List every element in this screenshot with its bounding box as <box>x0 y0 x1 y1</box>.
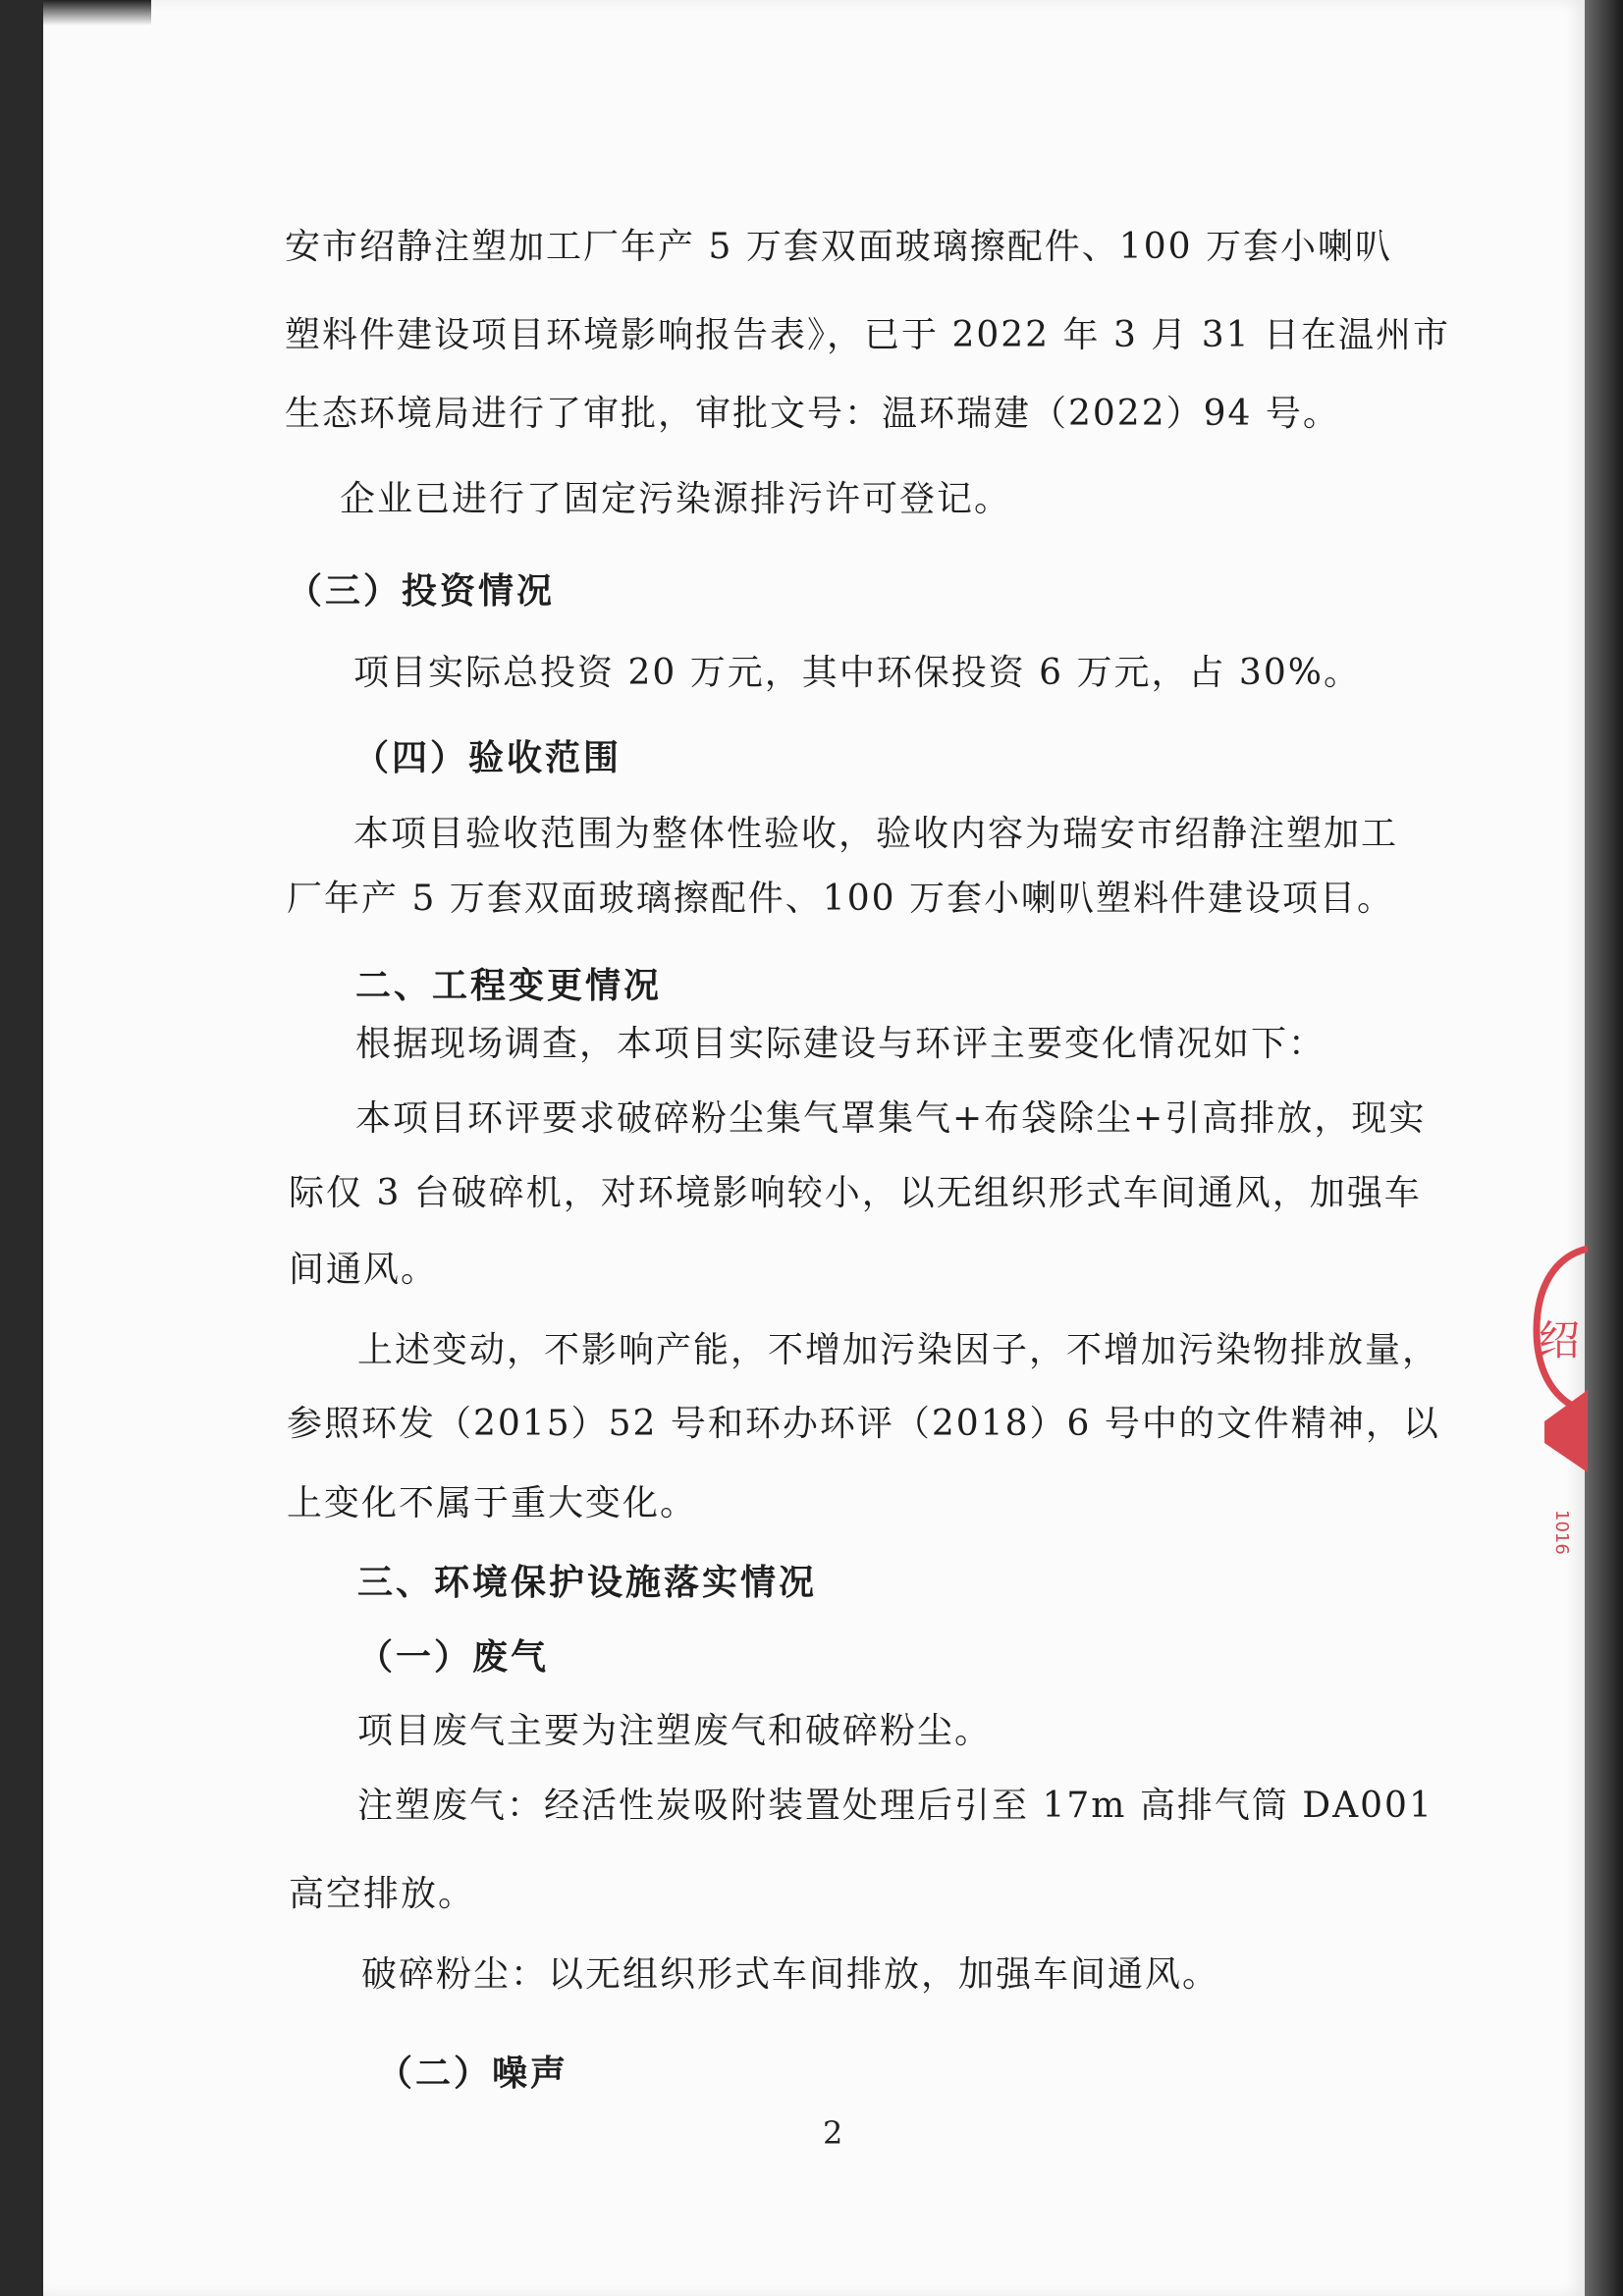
text-line-14: 间通风。 <box>289 1250 439 1290</box>
text-line-15: 上述变动，不影响产能，不增加污染因子，不增加污染物排放量， <box>357 1330 1440 1370</box>
text-line-1: 安市绍静注塑加工厂年产 5 万套双面玻璃擦配件、100 万套小喇叭 <box>285 227 1392 267</box>
text-line-22: 高空排放。 <box>289 1874 476 1914</box>
text-line-20: 项目废气主要为注塑废气和破碎粉尘。 <box>357 1711 993 1751</box>
text-line-21: 注塑废气：经活性炭吸附装置处理后引至 17m 高排气筒 DA001 <box>357 1786 1434 1826</box>
text-line-11: 根据现场调查，本项目实际建设与环评主要变化情况如下： <box>355 1024 1326 1064</box>
page-number: 2 <box>823 2114 843 2152</box>
text-line-3: 生态环境局进行了审批，审批文号：温环瑞建（2022）94 号。 <box>285 394 1340 434</box>
scan-shadow <box>43 0 151 26</box>
page-edge <box>1585 0 1623 2296</box>
text-line-9: 厂年产 5 万套双面玻璃擦配件、100 万套小喇叭塑料件建设项目。 <box>287 879 1394 919</box>
section-heading-waste-gas: （一）废气 <box>357 1636 550 1678</box>
section-heading-changes: 二、工程变更情况 <box>355 965 663 1006</box>
text-line-17: 上变化不属于重大变化。 <box>287 1483 698 1523</box>
text-line-12: 本项目环评要求破碎粉尘集气罩集气+布袋除尘+引高排放，现实 <box>355 1098 1427 1139</box>
text-line-4: 企业已进行了固定污染源排污许可登记。 <box>340 479 1012 519</box>
section-heading-investment: （三）投资情况 <box>287 570 556 612</box>
text-line-2: 塑料件建设项目环境影响报告表》，已于 2022 年 3 月 31 日在温州市 <box>285 315 1450 355</box>
seal-fragment-text: 绍 <box>1539 1316 1581 1364</box>
text-line-8: 本项目验收范围为整体性验收，验收内容为瑞安市绍静注塑加工 <box>353 814 1399 854</box>
seal-fragment-digits: 1016 <box>1551 1510 1572 1555</box>
section-heading-noise: （二）噪声 <box>377 2053 569 2094</box>
section-heading-scope: （四）验收范围 <box>353 737 622 778</box>
text-line-23: 破碎粉尘：以无组织形式车间排放，加强车间通风。 <box>361 1954 1220 1995</box>
text-line-13: 际仅 3 台破碎机，对环境影响较小，以无组织形式车间通风，加强车 <box>289 1173 1422 1213</box>
section-heading-environment: 三、环境保护设施落实情况 <box>357 1562 818 1603</box>
text-line-16: 参照环发（2015）52 号和环办环评（2018）6 号中的文件精神，以 <box>287 1404 1440 1444</box>
text-line-6: 项目实际总投资 20 万元，其中环保投资 6 万元，占 30%。 <box>353 653 1361 693</box>
seal-stamp <box>1527 1237 1588 1561</box>
